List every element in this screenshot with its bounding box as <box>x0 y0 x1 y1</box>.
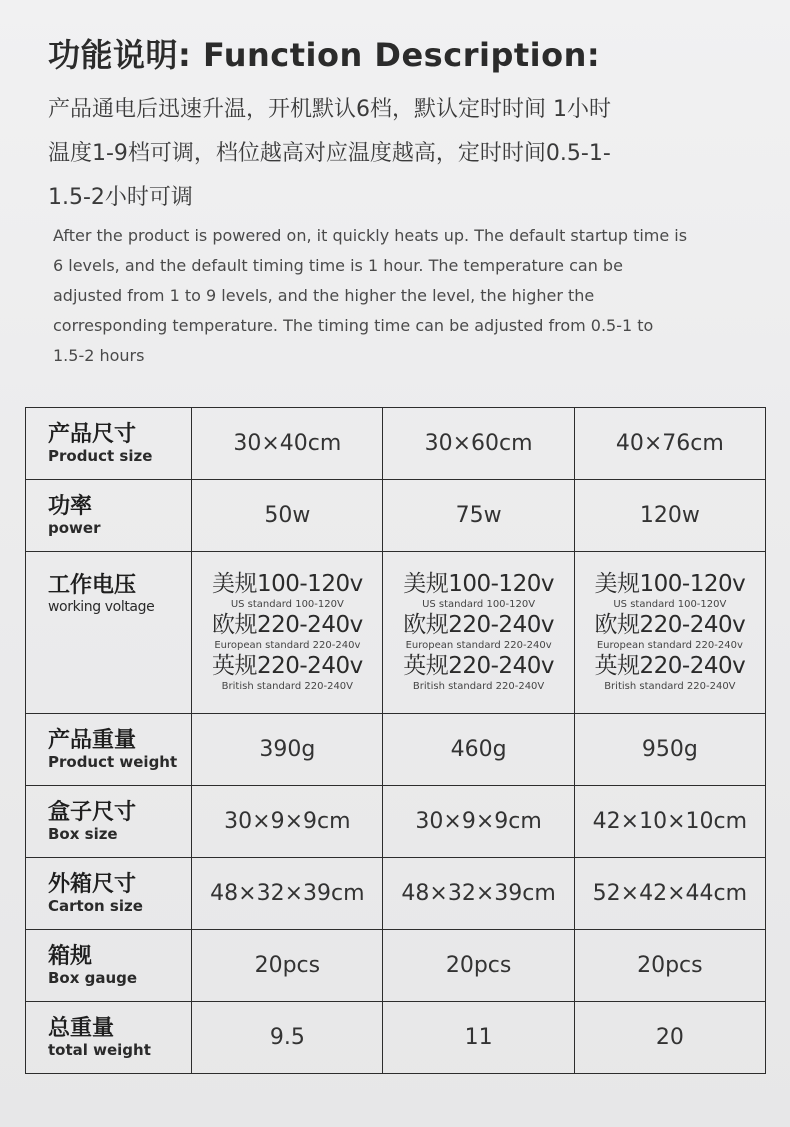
table-cell: 9.5 <box>192 1002 383 1074</box>
voltage-eu-en: European standard 220-240v <box>214 640 361 651</box>
table-cell: 52×42×44cm <box>574 858 765 930</box>
table-row-power <box>26 480 766 552</box>
table-cell-voltage <box>192 552 383 714</box>
voltage-uk: 英规220-240v <box>403 653 554 679</box>
row-label-zh: 工作电压 <box>48 573 137 598</box>
row-label-en: working voltage <box>48 599 155 615</box>
voltage-eu: 欧规220-240v <box>594 612 746 638</box>
row-label-en: Box gauge <box>48 968 138 987</box>
row-label-en: Carton size <box>48 896 143 915</box>
table-cell: 75w <box>383 480 574 552</box>
row-label-zh: 箱规 <box>48 943 93 969</box>
row-label <box>26 930 192 1002</box>
english-description <box>53 221 743 371</box>
table-cell: 390g <box>192 714 383 786</box>
table-row-box-gauge <box>26 930 766 1002</box>
table-cell: 120w <box>574 480 765 552</box>
row-label-zh: 产品尺寸 <box>48 421 137 447</box>
row-label-en: Product size <box>48 446 153 465</box>
row-label <box>26 1002 192 1074</box>
english-description-line: adjusted from 1 to 9 levels, and the higher the level, the higher the <box>53 286 595 305</box>
english-description-line: 6 levels, and the default timing time is 1 hour. The temperature can be <box>53 256 623 275</box>
voltage-us: 美规100-120v <box>403 571 554 597</box>
row-label-zh: 总重量 <box>48 1015 115 1041</box>
english-description-line: 1.5-2 hours <box>53 346 145 365</box>
row-label <box>26 408 192 480</box>
table-cell: 20pcs <box>574 930 765 1002</box>
table-cell: 11 <box>383 1002 574 1074</box>
table-cell: 20 <box>574 1002 765 1074</box>
table-cell: 30×9×9cm <box>383 786 574 858</box>
row-label <box>26 786 192 858</box>
row-label <box>26 552 192 714</box>
row-label-zh: 外箱尺寸 <box>48 871 137 897</box>
chinese-description <box>48 88 748 220</box>
table-cell: 30×9×9cm <box>192 786 383 858</box>
row-label-zh: 盒子尺寸 <box>48 799 137 825</box>
row-label-en: Box size <box>48 824 118 843</box>
table-cell: 50w <box>192 480 383 552</box>
voltage-us-en: US standard 100-120V <box>230 599 344 610</box>
row-label-en: total weight <box>48 1040 151 1059</box>
voltage-uk-en: British standard 220-240V <box>604 681 736 692</box>
table-cell: 40×76cm <box>574 408 765 480</box>
voltage-eu-en: European standard 220-240v <box>405 640 552 651</box>
table-row-product-size <box>26 408 766 480</box>
table-cell: 460g <box>383 714 574 786</box>
voltage-eu-en: European standard 220-240v <box>596 640 743 651</box>
table-row-box-size <box>26 786 766 858</box>
table-cell-voltage <box>574 552 765 714</box>
table-row-total-weight <box>26 1002 766 1074</box>
table-cell: 48×32×39cm <box>192 858 383 930</box>
table-cell-voltage <box>383 552 574 714</box>
row-label-en: power <box>48 518 101 537</box>
chinese-description-line: 产品通电后迅速升温，开机默认6档，默认定时时间 1小时 <box>48 97 611 122</box>
chinese-description-line: 1.5-2小时可调 <box>48 185 193 210</box>
row-label <box>26 858 192 930</box>
row-label <box>26 480 192 552</box>
voltage-eu: 欧规220-240v <box>403 612 554 638</box>
table-row-product-weight <box>26 714 766 786</box>
voltage-us: 美规100-120v <box>594 571 746 597</box>
table-cell: 42×10×10cm <box>574 786 765 858</box>
table-cell: 30×60cm <box>383 408 574 480</box>
english-description-line: After the product is powered on, it quickly heats up. The default startup time is <box>53 226 688 245</box>
row-label-en: Product weight <box>48 752 178 771</box>
voltage-uk: 英规220-240v <box>594 653 746 679</box>
table-cell: 950g <box>574 714 765 786</box>
row-label-zh: 功率 <box>48 493 93 519</box>
voltage-uk-en: British standard 220-240V <box>412 681 545 692</box>
voltage-us-en: US standard 100-120V <box>613 599 727 610</box>
table-cell: 48×32×39cm <box>383 858 574 930</box>
table-row-carton-size <box>26 858 766 930</box>
voltage-us: 美规100-120v <box>211 571 363 597</box>
table-cell: 30×40cm <box>192 408 383 480</box>
row-label <box>26 714 192 786</box>
voltage-uk: 英规220-240v <box>211 653 363 679</box>
row-label-zh: 产品重量 <box>48 727 137 753</box>
english-description-line: corresponding temperature. The timing time can be adjusted from 0.5-1 to <box>53 316 654 335</box>
voltage-us-en: US standard 100-120V <box>422 599 536 610</box>
chinese-description-line: 温度1-9档可调，档位越高对应温度越高，定时时间0.5-1- <box>48 141 611 166</box>
table-row-working-voltage <box>26 552 766 714</box>
table-cell: 20pcs <box>192 930 383 1002</box>
voltage-eu: 欧规220-240v <box>211 612 363 638</box>
table-cell: 20pcs <box>383 930 574 1002</box>
page-title: 功能说明: Function Description: <box>48 36 601 74</box>
voltage-uk-en: British standard 220-240V <box>221 681 354 692</box>
spec-table <box>25 407 766 1074</box>
